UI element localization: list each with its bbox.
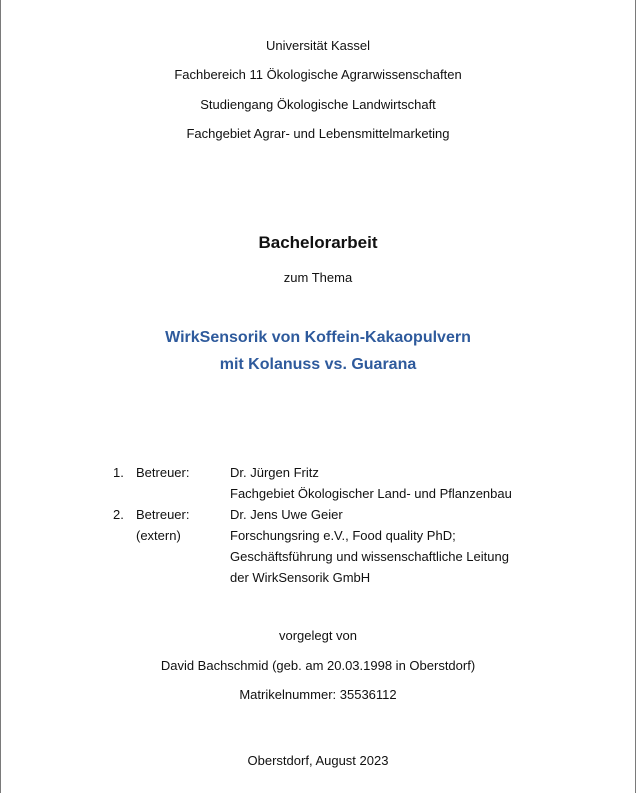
supervisor-name: Dr. Jens Uwe Geier (230, 507, 343, 522)
program-name: Studiengang Ökologische Landwirtschaft (200, 97, 436, 112)
supervisor-number: 1. (113, 465, 124, 480)
supervisor-role-label: Betreuer: (136, 465, 190, 480)
supervisor-list (113, 462, 512, 588)
supervisor-affiliation: Forschungsring e.V., Food quality PhD; (230, 528, 456, 543)
thesis-type: Bachelorarbeit (258, 233, 378, 252)
author-info: David Bachschmid (geb. am 20.03.1998 in Oberstdorf) (160, 658, 476, 673)
supervisor-affiliation: Geschäftsführung und wissenschaftliche Leitung (230, 549, 509, 564)
supervisor-affiliation: der WirkSensorik GmbH (230, 570, 371, 585)
supervisor-role-label: Betreuer: (136, 507, 190, 522)
university-name: Universität Kassel (265, 38, 371, 53)
thesis-title-line-1: WirkSensorik von Koffein-Kakaopulvern (165, 329, 471, 346)
supervisor-entry-1 (113, 462, 512, 504)
supervisor-name: Dr. Jürgen Fritz (230, 465, 319, 480)
thesis-title-line-2: mit Kolanuss vs. Guarana (219, 356, 417, 373)
submitted-by-label: vorgelegt von (278, 628, 358, 643)
supervisor-role (136, 504, 230, 588)
matriculation-number: Matrikelnummer: 35536112 (239, 687, 397, 702)
supervisor-entry-2 (113, 504, 512, 588)
supervisor-details (230, 462, 512, 504)
department-name: Fachbereich 11 Ökologische Agrarwissenschaften (174, 67, 462, 82)
supervisor-role-note: (extern) (136, 528, 181, 543)
supervisor-affiliation: Fachgebiet Ökologischer Land- und Pflanzenbau (230, 486, 512, 501)
field-name: Fachgebiet Agrar- und Lebensmittelmarketing (186, 126, 450, 141)
supervisor-number: 2. (113, 507, 124, 522)
subject-intro: zum Thema (283, 270, 353, 285)
supervisor-role (136, 462, 230, 504)
supervisor-details (230, 504, 509, 588)
place-date: Oberstdorf, August 2023 (247, 753, 389, 768)
